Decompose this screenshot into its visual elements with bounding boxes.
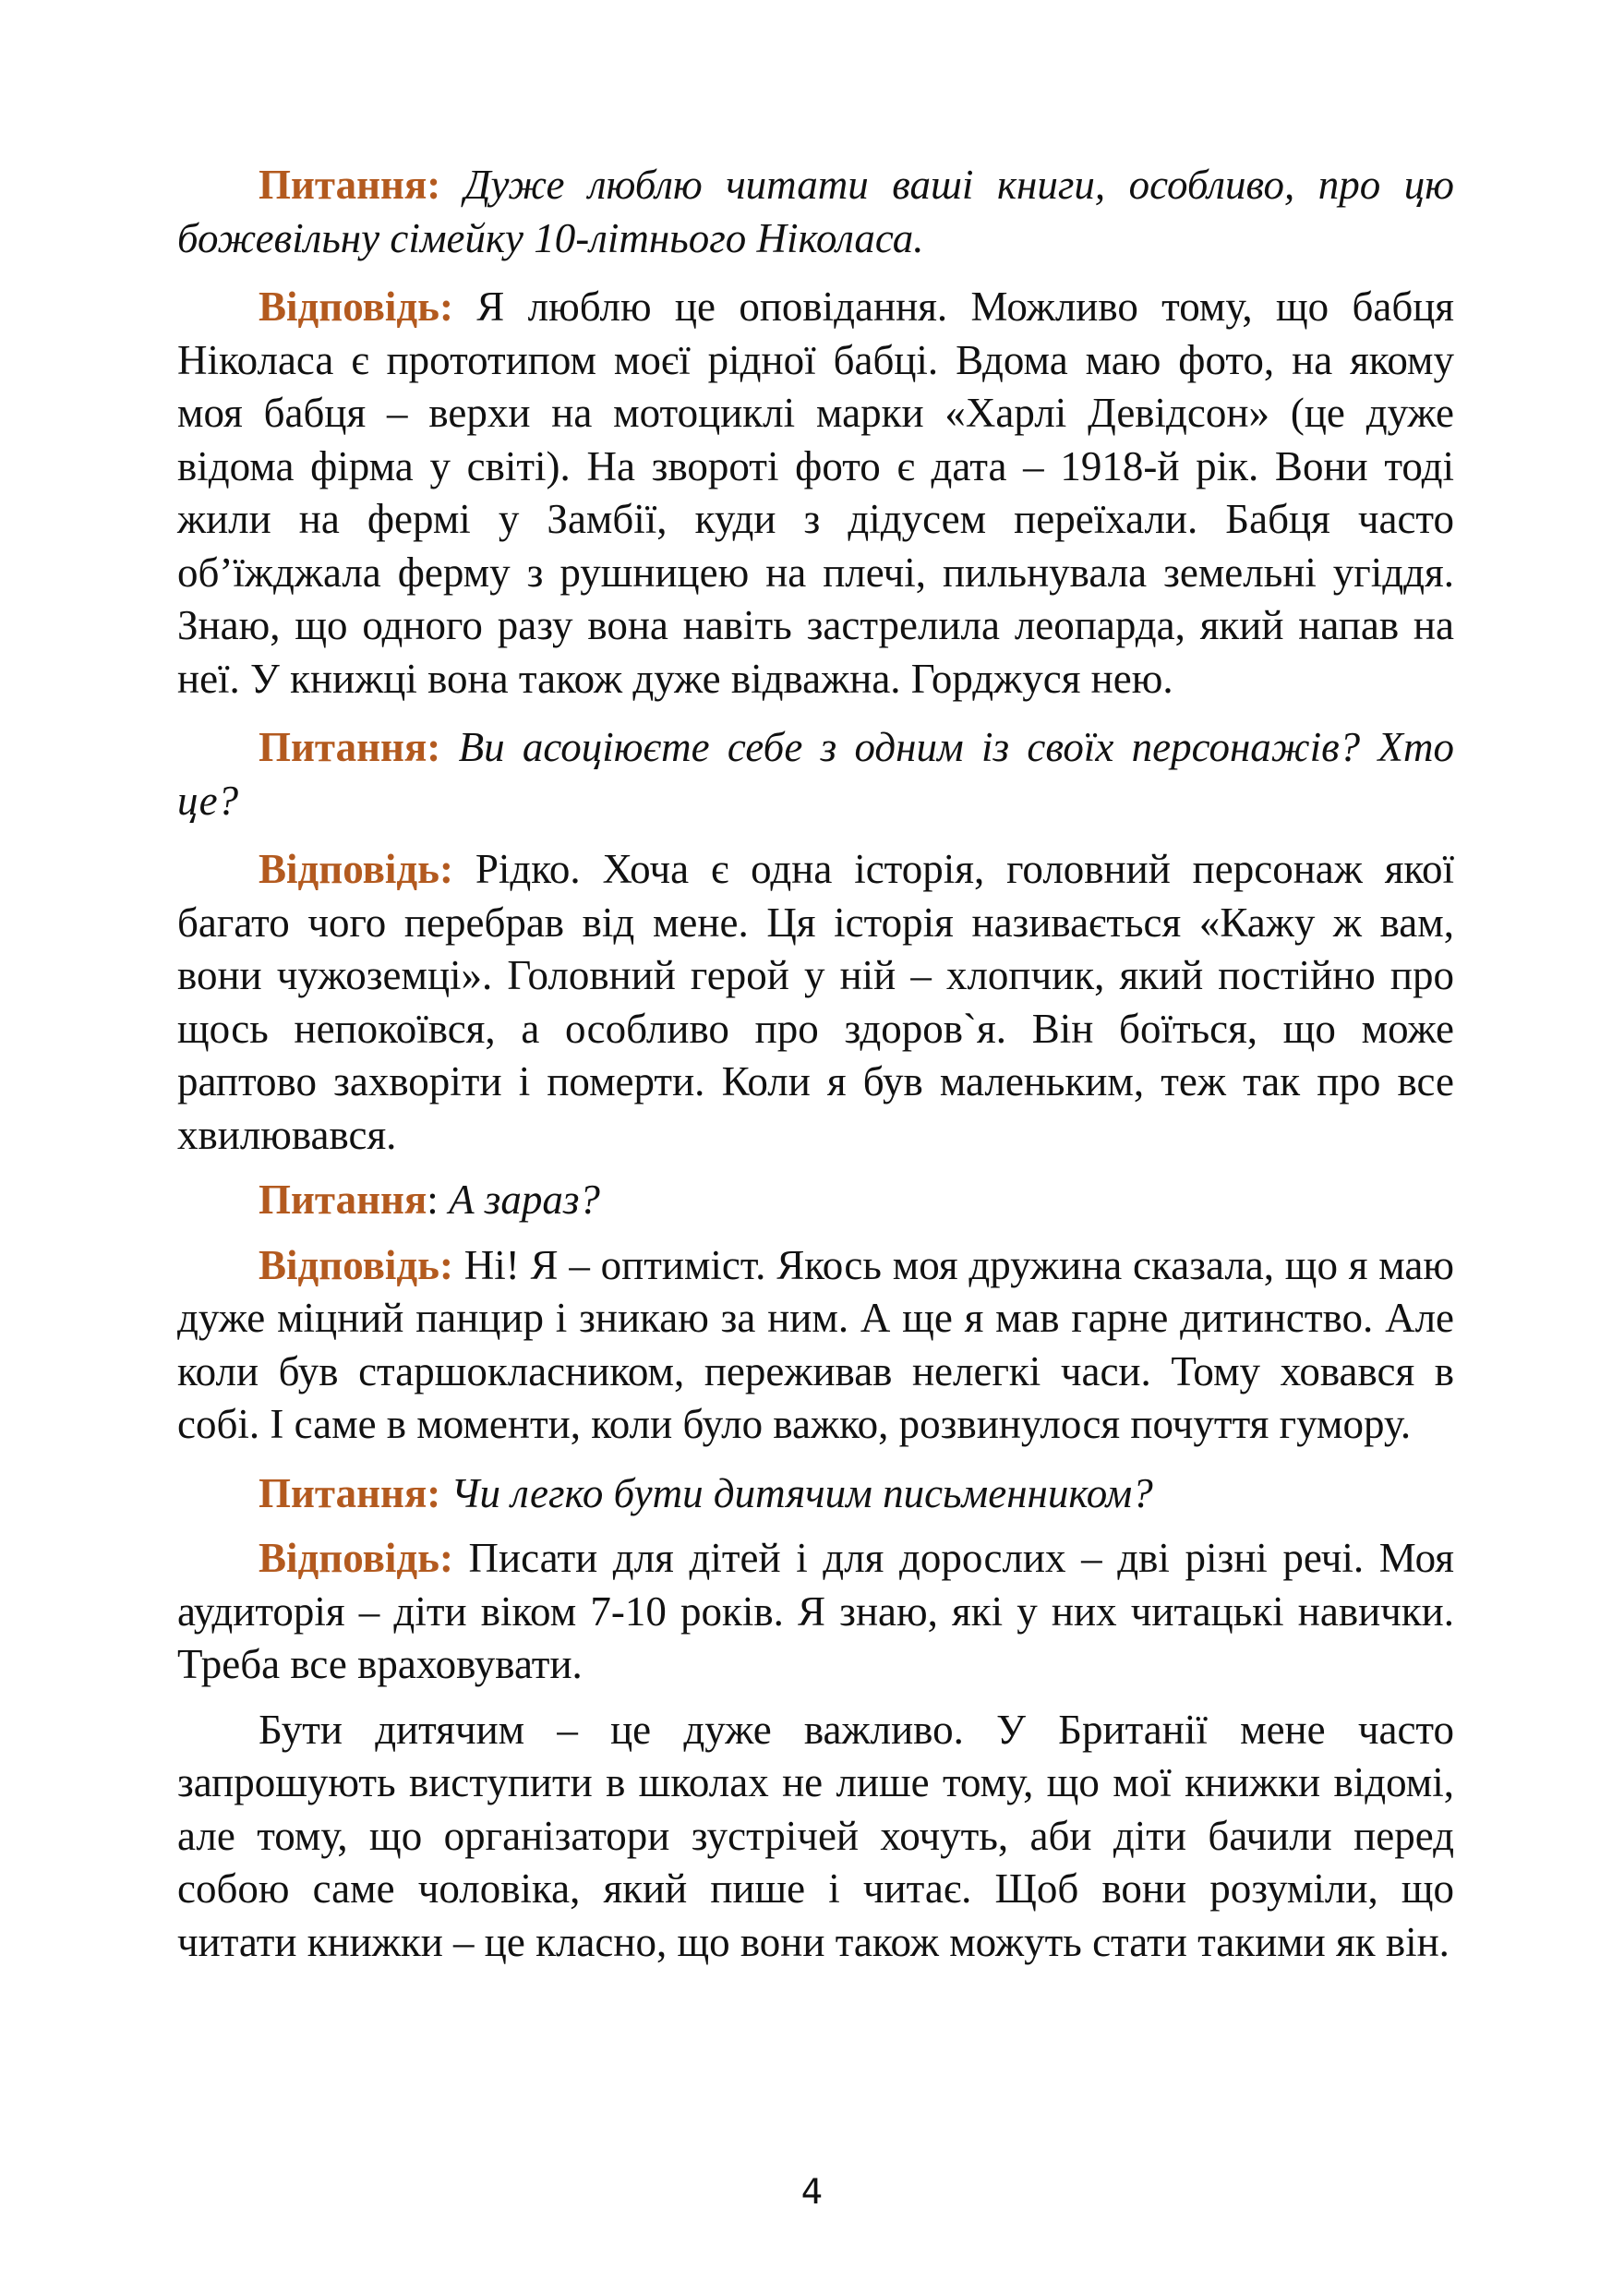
question-colon: :: [427, 1177, 439, 1223]
question-label: Питання:: [259, 724, 441, 770]
answer-text: Я люблю це оповідання. Можливо тому, що бабця Ніколаса є прототипом моєї рідної бабці. Вдома маю фото, на якому моя бабця – верхи на мотоциклі марки «Харлі Девідсон» (це дуже відома фірма у світі). На звороті фото є дата – 1918-й рік. Вони тоді жили на фермі у Замбії, куди з дідусем переїхали. Бабця часто об’їжджала ферму з рушницею на плечі, пильнувала земельні угіддя. Знаю, що одного разу вона навіть застрелила леопарда, який напав на неї. У книжці вона також дуже відважна. Горджуся нею.: [177, 284, 1455, 702]
question-label: Питання:: [259, 1469, 441, 1516]
answer-paragraph: [177, 1532, 1454, 1692]
answer-text: Писати для дітей і для дорослих – дві різні речі. Моя аудиторія – діти віком 7-10 років. Я знаю, які у них читацькі навички. Треба все враховувати.: [177, 1535, 1454, 1687]
question-paragraph: [177, 721, 1454, 827]
answer-label: Відповідь:: [259, 1241, 453, 1288]
answer-paragraph: [177, 843, 1454, 1162]
answer-label: Відповідь:: [259, 846, 453, 892]
question-text: Дуже люблю читати ваші книги, особливо, про цю божевільну сімейку 10-літнього Ніколаса.: [177, 162, 1455, 261]
question-text: А зараз?: [449, 1177, 600, 1223]
answer-label: Відповідь:: [259, 1535, 453, 1581]
question-text: Ви асоціюєте себе з одним із своїх персонажів? Хто це?: [177, 724, 1454, 824]
answer-label: Відповідь:: [259, 284, 453, 330]
document-page: [177, 159, 1454, 1985]
question-text: Чи легко бути дитячим письменником?: [451, 1469, 1153, 1516]
answer-text: Ні! Я – оптиміст. Якось моя дружина сказала, що я маю дуже міцний панцир і зникаю за ним. А ще я мав гарне дитинство. Але коли був старшокласником, переживав нелегкі часи. Тому ховався в собі. І саме в моменти, коли було важко, розвинулося почуття гумору.: [177, 1241, 1454, 1447]
answer-text: Рідко. Хоча є одна історія, головний персонаж якої багато чого перебрав від мене. Ця історія називається «Кажу ж вам, вони чужоземці». Головний герой у ній – хлопчик, який постійно про щось непокоївся, а особливо про здоров`я. Він боїться, що може раптово захворіти і померти. Коли я був маленьким, теж так про все хвилювався.: [177, 846, 1455, 1158]
question-paragraph: [177, 1174, 1454, 1227]
answer-paragraph: [177, 1239, 1454, 1452]
page-number: 4: [800, 2172, 824, 2212]
question-label: Питання:: [259, 162, 441, 208]
question-paragraph: [177, 159, 1454, 265]
answer-paragraph: [177, 281, 1454, 706]
question-label: Питання: [259, 1177, 427, 1223]
body-paragraph: [177, 1704, 1454, 1970]
body-text: Бути дитячим – це дуже важливо. У Британії мене часто запрошують виступити в школах не лише тому, що мої книжки відомі, але тому, що організатори зустрічей хочуть, аби діти бачили перед собою саме чоловіка, який пише і читає. Щоб вони розуміли, що читати книжки – це класно, що вони також можуть стати такими як він.: [177, 1706, 1454, 1965]
question-paragraph: [177, 1467, 1454, 1521]
